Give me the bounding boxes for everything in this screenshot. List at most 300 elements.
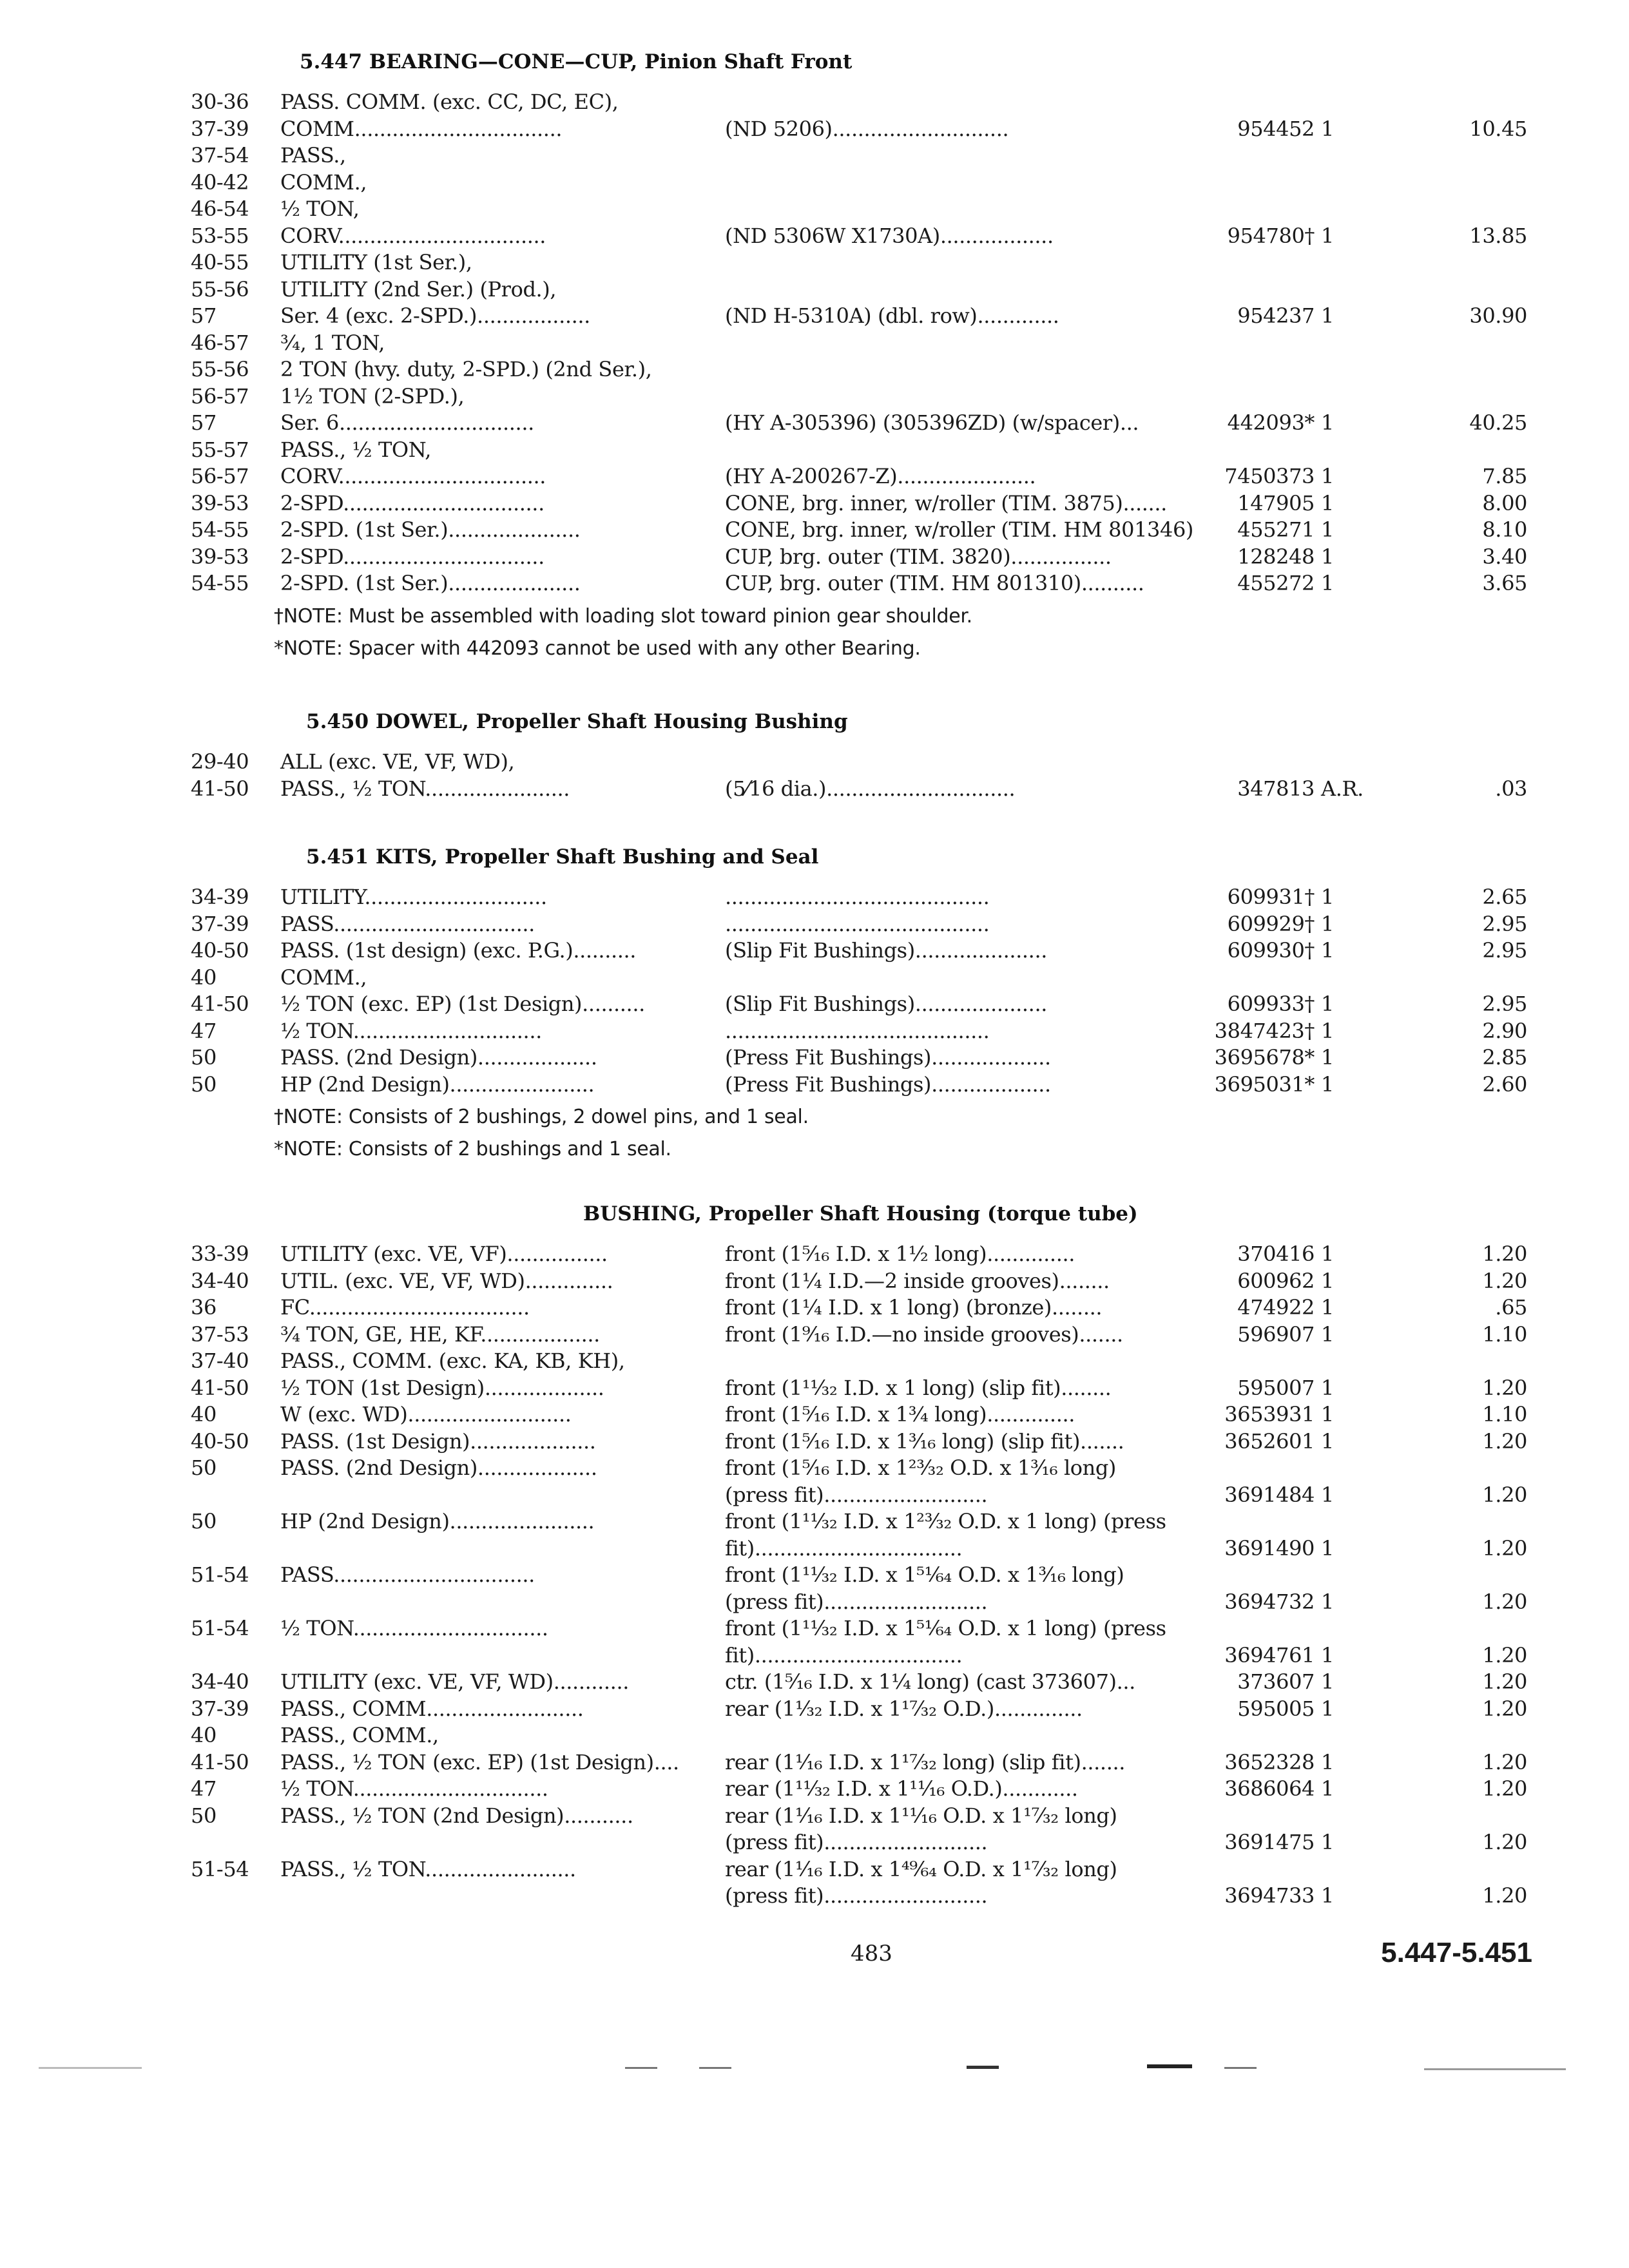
- year-range: 50: [191, 1045, 217, 1070]
- model-description: HP (2nd Design).......................: [280, 1509, 595, 1533]
- section-title: 5.451 KITS, Propeller Shaft Bushing and Seal: [306, 845, 819, 869]
- part-number: 600962: [1237, 1268, 1315, 1293]
- year-range: 39-53: [191, 544, 249, 569]
- quantity: 1: [1321, 1776, 1334, 1801]
- table-row: [0, 142, 1629, 168]
- footnote: †NOTE: Consists of 2 bushings, 2 dowel pins, and 1 seal.: [274, 1106, 809, 1128]
- model-description: PASS. (1st design) (exc. P.G.)..........: [280, 938, 637, 963]
- table-row: [0, 196, 1629, 222]
- part-number: 3652601: [1224, 1428, 1315, 1454]
- model-description: ½ TON (exc. EP) (1st Design)..........: [280, 992, 645, 1016]
- part-number: 3695031*: [1214, 1072, 1315, 1097]
- quantity: 1: [1321, 1749, 1334, 1774]
- part-description: CONE, brg. inner, w/roller (TIM. 3875).......: [725, 490, 1167, 515]
- model-description: ALL (exc. VE, VF, WD),: [280, 749, 515, 774]
- part-description: (Press Fit Bushings)...................: [725, 1045, 1051, 1070]
- model-description: ½ TON,: [280, 197, 360, 221]
- quantity: 1: [1321, 911, 1334, 936]
- part-number: 128248: [1237, 544, 1315, 569]
- year-range: 46-57: [191, 330, 249, 355]
- quantity: 1: [1321, 517, 1334, 542]
- scan-mark: [1424, 2068, 1566, 2070]
- price: 2.95: [1482, 938, 1527, 963]
- part-number: 609933†: [1227, 992, 1315, 1016]
- model-description: ½ TON (1st Design)...................: [280, 1375, 604, 1400]
- scan-mark: [625, 2067, 657, 2069]
- table-row: [0, 1072, 1629, 1097]
- part-number: 595007: [1237, 1375, 1315, 1400]
- part-description: ..........................................: [725, 885, 990, 909]
- model-description: UTILITY.............................: [280, 885, 547, 909]
- model-description: PASS., COMM.,: [280, 1723, 439, 1747]
- part-description: (Press Fit Bushings)...................: [725, 1072, 1051, 1097]
- price: 2.95: [1482, 992, 1527, 1016]
- table-row: [0, 437, 1629, 463]
- scan-mark: [1224, 2067, 1257, 2069]
- quantity: 1: [1321, 1268, 1334, 1293]
- table-row: [0, 169, 1629, 195]
- price: 1.20: [1482, 1749, 1527, 1774]
- year-range: 53-55: [191, 223, 249, 248]
- part-number: 3695678*: [1214, 1045, 1315, 1070]
- section-title: 5.447 BEARING—CONE—CUP, Pinion Shaft Front: [300, 50, 853, 73]
- part-description: front (1¹¹⁄₃₂ I.D. x 1⁵¹⁄₆₄ O.D. x 1 long) (press: [725, 1616, 1166, 1640]
- price: 1.10: [1482, 1402, 1527, 1427]
- part-number: 609931†: [1227, 885, 1315, 909]
- table-row: [0, 1018, 1629, 1044]
- table-row: [0, 1856, 1629, 1882]
- part-description: fit).................................: [725, 1642, 963, 1667]
- price: 1.20: [1482, 1268, 1527, 1293]
- table-row: [0, 463, 1629, 489]
- year-range: 40-55: [191, 250, 249, 274]
- year-range: 34-40: [191, 1268, 249, 1293]
- year-range: 56-57: [191, 383, 249, 408]
- part-description: front (1¹¹⁄₃₂ I.D. x 1⁵¹⁄₆₄ O.D. x 1³⁄₁₆ long): [725, 1562, 1124, 1587]
- scan-mark: [1147, 2064, 1192, 2068]
- year-range: 50: [191, 1509, 217, 1533]
- table-row: [0, 991, 1629, 1017]
- part-description: (Slip Fit Bushings).....................: [725, 938, 1048, 963]
- part-description: ..........................................: [725, 911, 990, 936]
- part-number: 455272: [1237, 571, 1315, 595]
- price: 1.20: [1482, 1642, 1527, 1667]
- part-number: 954237: [1237, 303, 1315, 328]
- model-description: COMM.,: [280, 169, 367, 195]
- model-description: 2-SPD. (1st Ser.).....................: [280, 571, 581, 595]
- price: 2.85: [1482, 1045, 1527, 1070]
- quantity: 1: [1321, 885, 1334, 909]
- model-description: PASS., ½ TON,: [280, 437, 432, 462]
- part-description: front (1¹¹⁄₃₂ I.D. x 1²³⁄₃₂ O.D. x 1 long) (press: [725, 1509, 1166, 1533]
- model-description: CORV.................................: [280, 464, 546, 488]
- price: 3.40: [1482, 544, 1527, 569]
- part-number: 373607: [1237, 1669, 1315, 1694]
- price: 1.20: [1482, 1375, 1527, 1400]
- price: .03: [1495, 776, 1527, 801]
- part-description: front (1¼ I.D.—2 inside grooves)........: [725, 1268, 1110, 1293]
- table-row: [0, 1348, 1629, 1374]
- year-range: 37-39: [191, 911, 249, 936]
- model-description: W (exc. WD)..........................: [280, 1402, 572, 1427]
- scan-mark: [39, 2067, 142, 2069]
- table-row: [0, 303, 1629, 329]
- table-row: [0, 1321, 1629, 1347]
- year-range: 36: [191, 1295, 217, 1320]
- price: 1.20: [1482, 1669, 1527, 1694]
- part-description: (HY A-305396) (305396ZD) (w/spacer)...: [725, 410, 1139, 435]
- part-description: fit).................................: [725, 1535, 963, 1561]
- model-description: PASS.,: [280, 143, 346, 168]
- year-range: 40: [191, 965, 217, 990]
- table-row: [0, 1722, 1629, 1748]
- table-row: [0, 330, 1629, 356]
- model-description: 2-SPD................................: [280, 490, 545, 515]
- part-description: (press fit)..........................: [725, 1589, 988, 1614]
- table-row: [0, 570, 1629, 596]
- model-description: 2-SPD. (1st Ser.).....................: [280, 517, 581, 542]
- year-range: 40-42: [191, 169, 249, 195]
- model-description: ½ TON..............................: [280, 1018, 542, 1043]
- price: 8.10: [1482, 517, 1527, 542]
- table-row: [0, 1669, 1629, 1695]
- part-number: 954452: [1237, 116, 1315, 141]
- part-description: ..........................................: [725, 1018, 990, 1043]
- price: 2.90: [1482, 1018, 1527, 1043]
- table-row: [0, 544, 1629, 570]
- model-description: PASS. (2nd Design)...................: [280, 1456, 597, 1480]
- model-description: UTIL. (exc. VE, VF, WD)..............: [280, 1268, 613, 1293]
- model-description: UTILITY (exc. VE, VF, WD)............: [280, 1669, 629, 1694]
- quantity: 1: [1321, 1375, 1334, 1400]
- part-number: 3652328: [1224, 1749, 1315, 1774]
- year-range: 41-50: [191, 1375, 249, 1400]
- year-range: 40-50: [191, 1428, 249, 1454]
- table-row: [0, 1535, 1629, 1561]
- quantity: 1: [1321, 116, 1334, 141]
- year-range: 41-50: [191, 1749, 249, 1774]
- part-description: (ND 5206)............................: [725, 116, 1009, 141]
- table-row: [0, 937, 1629, 963]
- part-number: 3653931: [1224, 1402, 1315, 1427]
- table-row: [0, 410, 1629, 436]
- year-range: 56-57: [191, 464, 249, 488]
- model-description: FC...................................: [280, 1295, 530, 1320]
- quantity: 1: [1321, 1321, 1334, 1347]
- model-description: 2-SPD................................: [280, 544, 545, 569]
- part-description: CONE, brg. inner, w/roller (TIM. HM 801346): [725, 517, 1194, 542]
- part-number: 455271: [1237, 517, 1315, 542]
- year-range: 34-40: [191, 1669, 249, 1694]
- year-range: 47: [191, 1776, 217, 1801]
- section-title: BUSHING, Propeller Shaft Housing (torque tube): [583, 1202, 1138, 1225]
- year-range: 51-54: [191, 1562, 249, 1587]
- quantity: 1: [1321, 223, 1334, 248]
- model-description: PASS., ½ TON (exc. EP) (1st Design)....: [280, 1749, 679, 1774]
- model-description: Ser. 6...............................: [280, 410, 534, 435]
- part-number: 7450373: [1224, 464, 1315, 488]
- year-range: 41-50: [191, 776, 249, 801]
- part-description: rear (1¹⁄₁₆ I.D. x 1¹⁷⁄₃₂ long) (slip fit).......: [725, 1749, 1126, 1774]
- table-row: [0, 356, 1629, 382]
- year-range: 39-53: [191, 490, 249, 515]
- year-range: 50: [191, 1456, 217, 1480]
- part-description: rear (1¹¹⁄₃₂ I.D. x 1¹¹⁄₁₆ O.D.)............: [725, 1776, 1078, 1801]
- model-description: HP (2nd Design).......................: [280, 1072, 595, 1097]
- table-row: [0, 1696, 1629, 1722]
- table-row: [0, 911, 1629, 937]
- part-description: rear (1¹⁄₁₆ I.D. x 1⁴⁹⁄₆₄ O.D. x 1¹⁷⁄₃₂ long): [725, 1856, 1117, 1881]
- model-description: PASS., ½ TON........................: [280, 1856, 576, 1881]
- model-description: ½ TON...............................: [280, 1776, 548, 1801]
- part-description: ctr. (1⁵⁄₁₆ I.D. x 1¼ long) (cast 373607)...: [725, 1669, 1135, 1694]
- year-range: 46-54: [191, 197, 249, 221]
- price: 1.20: [1482, 1535, 1527, 1561]
- table-row: [0, 1562, 1629, 1588]
- table-row: [0, 1375, 1629, 1401]
- part-description: (ND H-5310A) (dbl. row).............: [725, 303, 1059, 328]
- part-number: 3694761: [1224, 1642, 1315, 1667]
- part-description: CUP, brg. outer (TIM. 3820)................: [725, 544, 1112, 569]
- model-description: COMM.,: [280, 965, 367, 990]
- quantity: 1: [1321, 1589, 1334, 1614]
- part-description: CUP, brg. outer (TIM. HM 801310)..........: [725, 571, 1144, 595]
- part-number: 596907: [1237, 1321, 1315, 1347]
- year-range: 50: [191, 1803, 217, 1828]
- part-description: front (1⁵⁄₁₆ I.D. x 1³⁄₁₆ long) (slip fit).......: [725, 1428, 1124, 1454]
- price: 2.95: [1482, 911, 1527, 936]
- part-description: (HY A-200267-Z)......................: [725, 464, 1036, 488]
- model-description: PASS. (1st Design)....................: [280, 1428, 596, 1454]
- quantity: 1: [1321, 1883, 1334, 1908]
- quantity: 1: [1321, 1295, 1334, 1320]
- model-description: ¾ TON, GE, HE, KF...................: [280, 1321, 600, 1347]
- part-description: (5⁄16 dia.)..............................: [725, 776, 1016, 801]
- price: 2.60: [1482, 1072, 1527, 1097]
- table-row: [0, 1508, 1629, 1534]
- table-row: [0, 965, 1629, 990]
- footnote: *NOTE: Consists of 2 bushings and 1 seal.: [274, 1138, 671, 1160]
- part-description: (ND 5306W X1730A)..................: [725, 223, 1054, 248]
- model-description: PASS. COMM. (exc. CC, DC, EC),: [280, 90, 619, 114]
- part-number: 442093*: [1227, 410, 1315, 435]
- model-description: PASS................................: [280, 1562, 535, 1587]
- quantity: 1: [1321, 1018, 1334, 1043]
- part-description: (press fit)..........................: [725, 1883, 988, 1908]
- part-description: (Slip Fit Bushings).....................: [725, 992, 1048, 1016]
- page-number: 483: [851, 1941, 892, 1966]
- price: 1.10: [1482, 1321, 1527, 1347]
- quantity: 1: [1321, 571, 1334, 595]
- part-number: 609929†: [1227, 911, 1315, 936]
- year-range: 51-54: [191, 1856, 249, 1881]
- year-range: 34-39: [191, 885, 249, 909]
- part-number: 595005: [1237, 1696, 1315, 1721]
- part-number: 3691475: [1224, 1830, 1315, 1854]
- model-description: ½ TON...............................: [280, 1616, 548, 1640]
- part-description: front (1⁵⁄₁₆ I.D. x 1¾ long)..............: [725, 1402, 1075, 1427]
- table-row: [0, 1401, 1629, 1427]
- part-description: rear (1¹⁄₃₂ I.D. x 1¹⁷⁄₃₂ O.D.)..............: [725, 1696, 1083, 1721]
- model-description: PASS., ½ TON (2nd Design)...........: [280, 1803, 633, 1828]
- footnote: †NOTE: Must be assembled with loading slot toward pinion gear shoulder.: [274, 604, 972, 628]
- year-range: 41-50: [191, 992, 249, 1016]
- price: 2.65: [1482, 885, 1527, 909]
- table-row: [0, 1044, 1629, 1070]
- price: 1.20: [1482, 1482, 1527, 1507]
- part-number: 3691490: [1224, 1535, 1315, 1561]
- price: 8.00: [1482, 490, 1527, 515]
- quantity: 1: [1321, 1045, 1334, 1070]
- table-row: [0, 1241, 1629, 1267]
- year-range: 54-55: [191, 517, 249, 542]
- table-row: [0, 517, 1629, 543]
- year-range: 54-55: [191, 571, 249, 595]
- part-description: (press fit)..........................: [725, 1830, 988, 1854]
- part-number: 474922: [1237, 1295, 1315, 1320]
- year-range: 40-50: [191, 938, 249, 963]
- table-row: [0, 1455, 1629, 1481]
- year-range: 50: [191, 1072, 217, 1097]
- table-row: [0, 776, 1629, 802]
- part-description: front (1⁵⁄₁₆ I.D. x 1½ long)..............: [725, 1242, 1075, 1266]
- table-row: [0, 1803, 1629, 1829]
- price: 7.85: [1482, 464, 1527, 488]
- table-row: [0, 1589, 1629, 1615]
- price: 3.65: [1482, 571, 1527, 595]
- table-row: [0, 89, 1629, 115]
- quantity: 1: [1321, 464, 1334, 488]
- table-row: [0, 276, 1629, 302]
- price: 1.20: [1482, 1428, 1527, 1454]
- model-description: PASS. (2nd Design)...................: [280, 1045, 597, 1070]
- price: 1.20: [1482, 1589, 1527, 1614]
- table-row: [0, 249, 1629, 275]
- model-description: PASS., COMM. (exc. KA, KB, KH),: [280, 1349, 625, 1373]
- quantity: 1: [1321, 303, 1334, 328]
- part-number: 3691484: [1224, 1482, 1315, 1507]
- price: 1.20: [1482, 1242, 1527, 1266]
- part-number: 370416: [1237, 1242, 1315, 1266]
- year-range: 37-54: [191, 143, 249, 168]
- price: 1.20: [1482, 1883, 1527, 1908]
- quantity: 1: [1321, 1669, 1334, 1694]
- table-row: [0, 1829, 1629, 1855]
- part-description: rear (1¹⁄₁₆ I.D. x 1¹¹⁄₁₆ O.D. x 1¹⁷⁄₃₂ long): [725, 1803, 1117, 1828]
- section-title: 5.450 DOWEL, Propeller Shaft Housing Bushing: [306, 710, 848, 733]
- model-description: Ser. 4 (exc. 2-SPD.)..................: [280, 303, 590, 328]
- part-number: 609930†: [1227, 938, 1315, 963]
- quantity: 1: [1321, 938, 1334, 963]
- year-range: 37-40: [191, 1349, 249, 1373]
- table-row: [0, 1428, 1629, 1454]
- table-row: [0, 749, 1629, 774]
- year-range: 40: [191, 1723, 217, 1747]
- part-number: 347813: [1237, 776, 1315, 801]
- price: .65: [1495, 1295, 1527, 1320]
- model-description: COMM.................................: [280, 116, 563, 141]
- quantity: 1: [1321, 410, 1334, 435]
- part-number: 954780†: [1227, 223, 1315, 248]
- quantity: 1: [1321, 1428, 1334, 1454]
- part-description: front (1⁵⁄₁₆ I.D. x 1²³⁄₃₂ O.D. x 1³⁄₁₆ long): [725, 1456, 1117, 1480]
- model-description: PASS................................: [280, 911, 535, 936]
- year-range: 30-36: [191, 90, 249, 114]
- quantity: 1: [1321, 1072, 1334, 1097]
- price: 1.20: [1482, 1830, 1527, 1854]
- table-row: [0, 1294, 1629, 1320]
- year-range: 33-39: [191, 1242, 249, 1266]
- price: 1.20: [1482, 1776, 1527, 1801]
- quantity: 1: [1321, 992, 1334, 1016]
- table-row: [0, 1615, 1629, 1641]
- part-number: 3694732: [1224, 1589, 1315, 1614]
- table-row: [0, 490, 1629, 516]
- table-row: [0, 1642, 1629, 1668]
- scan-mark: [967, 2066, 999, 2069]
- model-description: PASS., COMM.........................: [280, 1696, 584, 1721]
- part-description: front (1¹¹⁄₃₂ I.D. x 1 long) (slip fit)........: [725, 1375, 1112, 1400]
- year-range: 29-40: [191, 749, 249, 774]
- section-range: 5.447-5.451: [1381, 1937, 1532, 1968]
- year-range: 55-56: [191, 357, 249, 381]
- table-row: [0, 884, 1629, 910]
- quantity: 1: [1321, 1535, 1334, 1561]
- price: 1.20: [1482, 1696, 1527, 1721]
- part-number: 147905: [1237, 490, 1315, 515]
- year-range: 57: [191, 410, 217, 435]
- year-range: 37-39: [191, 1696, 249, 1721]
- table-row: [0, 1482, 1629, 1508]
- model-description: 1½ TON (2-SPD.),: [280, 383, 465, 408]
- price: 40.25: [1469, 410, 1527, 435]
- quantity: 1: [1321, 490, 1334, 515]
- year-range: 51-54: [191, 1616, 249, 1640]
- model-description: ¾, 1 TON,: [280, 330, 385, 355]
- table-row: [0, 1883, 1629, 1908]
- part-number: 3694733: [1224, 1883, 1315, 1908]
- quantity: 1: [1321, 1482, 1334, 1507]
- quantity: 1: [1321, 1402, 1334, 1427]
- year-range: 37-53: [191, 1321, 249, 1347]
- quantity: 1: [1321, 1242, 1334, 1266]
- price: 10.45: [1469, 116, 1527, 141]
- model-description: UTILITY (1st Ser.),: [280, 250, 472, 274]
- model-description: CORV.................................: [280, 223, 546, 248]
- quantity: 1: [1321, 1830, 1334, 1854]
- year-range: 57: [191, 303, 217, 328]
- year-range: 37-39: [191, 116, 249, 141]
- year-range: 47: [191, 1018, 217, 1043]
- table-row: [0, 1268, 1629, 1294]
- table-row: [0, 1749, 1629, 1775]
- part-description: front (1¼ I.D. x 1 long) (bronze)........: [725, 1295, 1103, 1320]
- year-range: 55-57: [191, 437, 249, 462]
- price: 30.90: [1469, 303, 1527, 328]
- scan-mark: [699, 2067, 731, 2069]
- model-description: UTILITY (exc. VE, VF)................: [280, 1242, 608, 1266]
- quantity: 1: [1321, 544, 1334, 569]
- table-row: [0, 223, 1629, 249]
- part-number: 3686064: [1224, 1776, 1315, 1801]
- part-description: (press fit)..........................: [725, 1482, 988, 1507]
- table-row: [0, 116, 1629, 142]
- price: 13.85: [1469, 223, 1527, 248]
- year-range: 55-56: [191, 276, 249, 302]
- table-row: [0, 383, 1629, 409]
- year-range: 40: [191, 1402, 217, 1427]
- model-description: PASS., ½ TON.......................: [280, 776, 570, 801]
